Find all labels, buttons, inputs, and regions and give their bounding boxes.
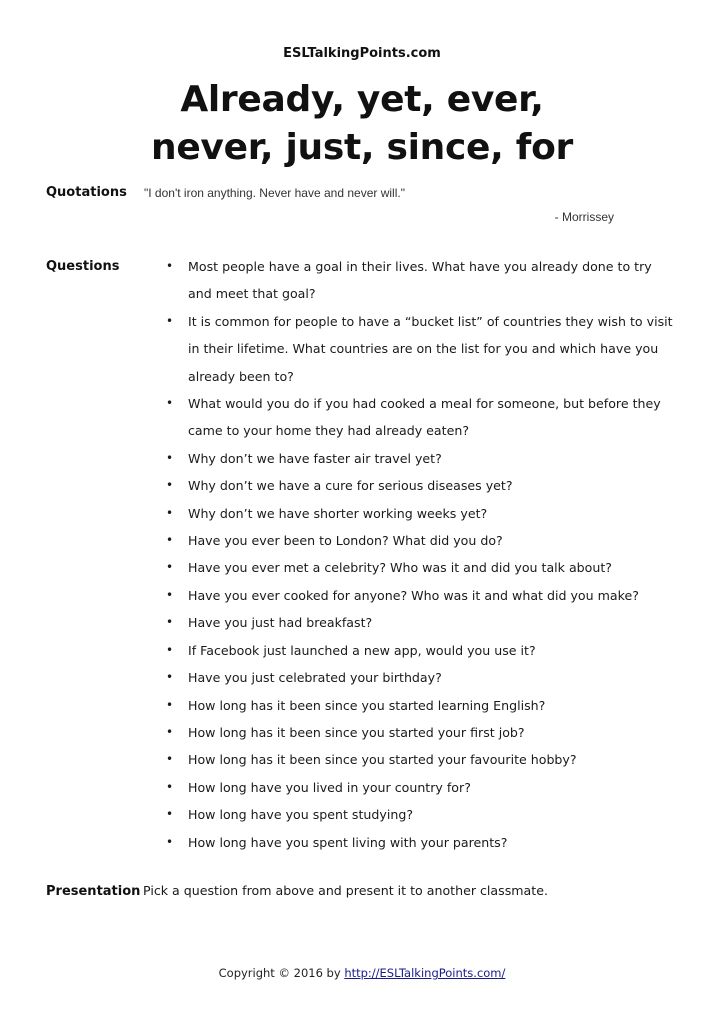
questions-label: Questions [46,259,120,274]
list-item [166,308,676,390]
list-item [166,746,676,773]
bullet-icon: • [166,505,174,520]
list-item [166,253,676,308]
list-item [166,554,676,581]
list-item [166,527,676,554]
list-item [166,609,676,636]
question-text: How long has it been since you started your favourite hobby? [188,752,577,768]
quotations-label: Quotations [46,185,127,200]
bullet-icon: • [166,834,174,849]
footer [0,966,724,980]
list-item [166,719,676,746]
copyright-text: Copyright © 2016 by [218,966,345,980]
bullet-icon: • [166,724,174,739]
question-text: Why don’t we have a cure for serious diseases yet? [188,478,513,494]
question-text: Why don’t we have shorter working weeks yet? [188,505,488,521]
bullet-icon: • [166,642,174,657]
question-text: What would you do if you had cooked a meal for someone, but before they came to your home they had already eaten? [188,396,661,439]
list-item [166,692,676,719]
bullet-icon: • [166,478,174,493]
bullet-icon: • [166,560,174,575]
bullet-icon: • [166,670,174,685]
bullet-icon: • [166,807,174,822]
quotation-text: "I don't iron anything. Never have and never will." [144,186,405,200]
presentation-label: Presentation [46,884,141,899]
question-text: Most people have a goal in their lives. What have you already done to try and meet that goal? [188,259,652,302]
presentation-text: Pick a question from above and present it to another classmate. [143,883,548,898]
question-text: Have you ever been to London? What did you do? [188,533,503,549]
list-item [166,664,676,691]
bullet-icon: • [166,587,174,602]
questions-list [166,253,676,856]
list-item [166,774,676,801]
bullet-icon: • [166,615,174,630]
question-text: Have you ever met a celebrity? Who was it and did you talk about? [188,560,612,576]
question-text: How long has it been since you started your first job? [188,724,525,740]
question-text: How long have you lived in your country for? [188,779,471,795]
question-text: It is common for people to have a “bucket list” of countries they wish to visit in their lifetime. What countries are on the list for you and which have you already been to? [188,313,673,384]
bullet-icon: • [166,697,174,712]
bullet-icon: • [166,313,174,328]
list-item [166,801,676,828]
list-item [166,637,676,664]
page-title [0,76,724,172]
title-line-2: never, just, since, for [150,127,574,168]
list-item [166,390,676,445]
question-text: If Facebook just launched a new app, would you use it? [188,642,536,658]
bullet-icon: • [166,259,174,273]
list-item [166,500,676,527]
question-text: Have you just celebrated your birthday? [188,670,442,686]
list-item [166,472,676,499]
list-item [166,582,676,609]
list-item [166,829,676,856]
bullet-icon: • [166,533,174,548]
question-text: How long have you spent studying? [188,807,414,823]
quotation-author: - Morrissey [554,210,614,224]
question-text: How long have you spent living with your parents? [188,834,508,850]
question-text: Have you just had breakfast? [188,615,373,631]
title-line-1: Already, yet, ever, [180,79,544,120]
bullet-icon: • [166,396,174,411]
list-item [166,445,676,472]
question-text: Have you ever cooked for anyone? Who was it and what did you make? [188,587,639,603]
website-link[interactable]: http://ESLTalkingPoints.com/ [344,966,506,980]
question-text: Why don’t we have faster air travel yet? [188,450,442,466]
bullet-icon: • [166,779,174,794]
bullet-icon: • [166,450,174,465]
question-text: How long has it been since you started learning English? [188,697,546,713]
site-name: ESLTalkingPoints.com [283,46,441,61]
bullet-icon: • [166,752,174,767]
